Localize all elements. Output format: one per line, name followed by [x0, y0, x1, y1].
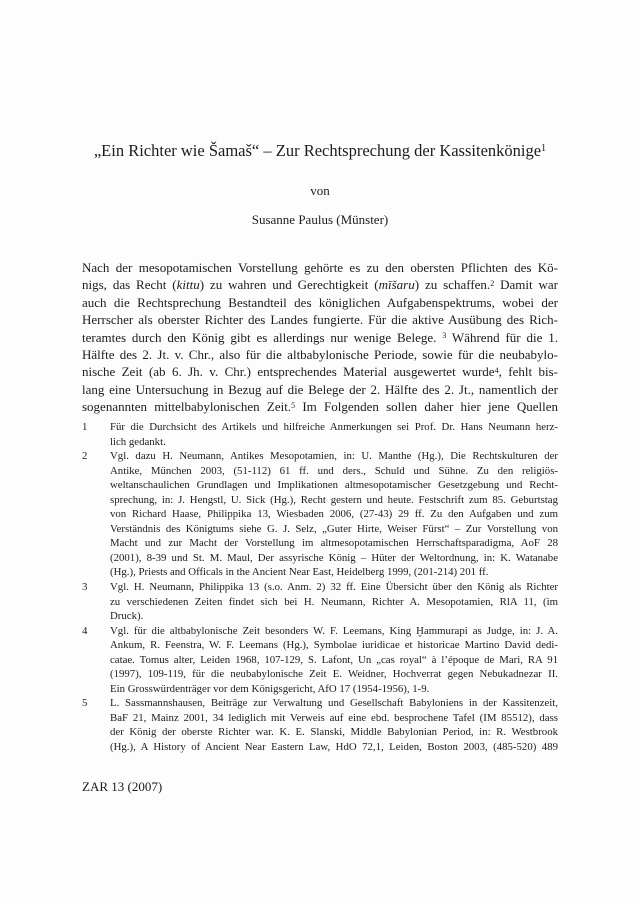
- footnote-line: L. Sassmannshausen, Beiträge zur Verwaltung und Gesellschaft Babyloniens in der Kassitenzeit,: [110, 697, 558, 710]
- footnote-ref: 5: [291, 400, 296, 410]
- body-line: auch die Rechtsprechung Bestandteil des königlichen Aufgabenspektrums, wobei der: [82, 294, 558, 310]
- footnote-4: [82, 624, 558, 697]
- footnote-2: [82, 449, 558, 580]
- italic-term: mīšaru: [378, 277, 415, 293]
- body-line: nische Zeit (ab 6. Jh. v. Chr.) entsprechendes Material ausgewertet wurde$^4$, fehlt bis-: [82, 364, 558, 380]
- footnote-line: Vgl. H. Neumann, Philippika 13 (s.o. Anm. 2) 32 ff. Eine Übersicht über den König als Richter: [110, 581, 558, 594]
- footnote-5: [82, 696, 558, 754]
- italic-term: kittu: [176, 277, 200, 293]
- footnote-line: weltanschaulichen Grundlagen und Implikationen altmesopotamischer Gesetzgebung und Recht-: [110, 479, 558, 492]
- author-name: Susanne Paulus (Münster): [251, 212, 389, 227]
- body-line: nigs, das Recht (kittu) zu wahren und Gerechtigkeit (mīšaru) zu schaffen.$^2$ Damit war: [82, 277, 558, 293]
- footnote-line: Für die Durchsicht des Artikels und hilfreiche Anmerkungen sei Prof. Dr. Hans Neumann herz-: [110, 421, 558, 433]
- body-line: lang eine Untersuchung in Bezug auf die Belege der 2. Hälfte des 2. Jt., namentlich der: [82, 381, 558, 397]
- footnote-3: [82, 580, 558, 624]
- title-footnote-ref: 1: [541, 143, 547, 155]
- footnote-line: Vgl. dazu H. Neumann, Antikes Mesopotamien, in: U. Manthe (Hg.), Die Rechtskulturen der: [110, 450, 558, 463]
- byline: von: [310, 183, 330, 198]
- body-line: sogenannten mittelbabylonischen Zeit.$^5$ Im Folgenden sollen daher hier jene Quellen: [82, 399, 558, 415]
- footnote-line: lich gedankt.: [110, 435, 166, 448]
- footnote-1: [82, 420, 558, 449]
- footnote-line: zu verschiedenen Zeiten findet sich bei H. Neumann, Richter A. Mesopotamien, RlA 11, (im: [110, 595, 558, 608]
- footnote-line: Antike, München 2003, (51-112) 61 ff. und ders., Schuld und Sühne. Zu den religiös-: [110, 464, 558, 477]
- footnote-line: BaF 21, Mainz 2001, 34 lediglich mit Verweis auf eine ebd. besprochene Tafel (IM 85512), dass: [110, 711, 558, 724]
- footnote-line: (Hg.), Priests and Officals in the Ancient Near East, Heidelberg 1999, (201-214) 201 ff.: [110, 566, 489, 579]
- footnote-number: 3: [82, 581, 88, 594]
- article-title: [0, 141, 640, 161]
- body-paragraph: [82, 259, 558, 416]
- footnote-line: Macht und zur Macht der Vorstellung im altmesopotamischen Herrschaftsparadigma, AoF 28: [110, 537, 558, 550]
- footnote-line: Druck).: [110, 610, 144, 623]
- footnote-ref: 3: [442, 331, 447, 340]
- footnote-number: 2: [82, 450, 88, 463]
- body-line: teramtes durch den König gibt es allerdings nur wenige Belege. $^3$ Während für die 1.: [82, 329, 558, 345]
- footnotes-section: [82, 420, 558, 755]
- footnote-ref: 4: [494, 365, 499, 375]
- footnote-number: 4: [82, 624, 88, 637]
- body-line: Hälfte des 2. Jt. v. Chr., also für die altbabylonische Periode, sowie für die neubabylo-: [82, 347, 558, 363]
- footnote-line: Vgl. für die altbabylonische Zeit besonders W. F. Leemans, King Ḫammurapi as Judge, in: J. A.: [110, 624, 558, 637]
- footnote-line: (Hg.), A History of Ancient Near Eastern Law, HdO 72,1, Leiden, Boston 2003, (485-520) 489: [110, 741, 558, 754]
- footnote-number: 5: [82, 697, 88, 710]
- footnote-line: (2001), 8-39 und St. M. Maul, Der assyrische König – Hüter der Weltordnung, in: K. Watanabe: [110, 551, 558, 564]
- footnote-number: 1: [82, 421, 88, 433]
- footnote-line: Verständnis des Königtums siehe G. J. Selz, „Guter Hirte, Weiser Fürst“ – Zur Vorstellung von: [110, 522, 558, 535]
- footnote-ref: 2: [490, 278, 495, 288]
- article-title-text: „Ein Richter wie Šamaš“ – Zur Rechtsprechung der Kassitenkönige: [93, 141, 542, 160]
- footnote-line: (1997), 109-119, für die neubabylonische Zeit E. Weidner, Hochverrat gegen Nebukadnezar II.: [110, 668, 558, 681]
- journal-footer: ZAR 13 (2007): [82, 779, 163, 794]
- footnote-line: sprechung, in: J. Hengstl, U. Sick (Hg.), Recht gestern und heute. Festschrift zum 85. Geburtstag: [110, 493, 558, 506]
- body-line: Nach der mesopotamischen Vorstellung gehörte es zu den obersten Pflichten des Kö-: [82, 260, 558, 275]
- footnote-line: von Richard Haase, Philippika 13, Wiesbaden 2006, (27-43) 29 ff. Zu den Aufgaben und zum: [110, 508, 558, 521]
- footnote-line: Ein Grosswürdenträger vor dem Königsgericht, AfO 17 (1954-1956), 1-9.: [110, 682, 430, 695]
- body-line: Herrscher als oberster Richter des Landes fungierte. Für die aktive Ausübung des Rich-: [82, 312, 558, 328]
- footnote-line: der König der oberste Richter war. K. E. Slanski, Middle Babylonian Period, in: R. Westbrook: [110, 726, 558, 739]
- footnote-line: catae. Tomus alter, Leiden 1968, 107-129, S. Lafont, Un „cas royal“ à l’époque de Mari, RA 91: [110, 653, 558, 666]
- footnote-line: Ankum, R. Feenstra, W. F. Leemans (Hg.), Symbolae iuridicae et historicae Martino David dedi-: [110, 639, 558, 652]
